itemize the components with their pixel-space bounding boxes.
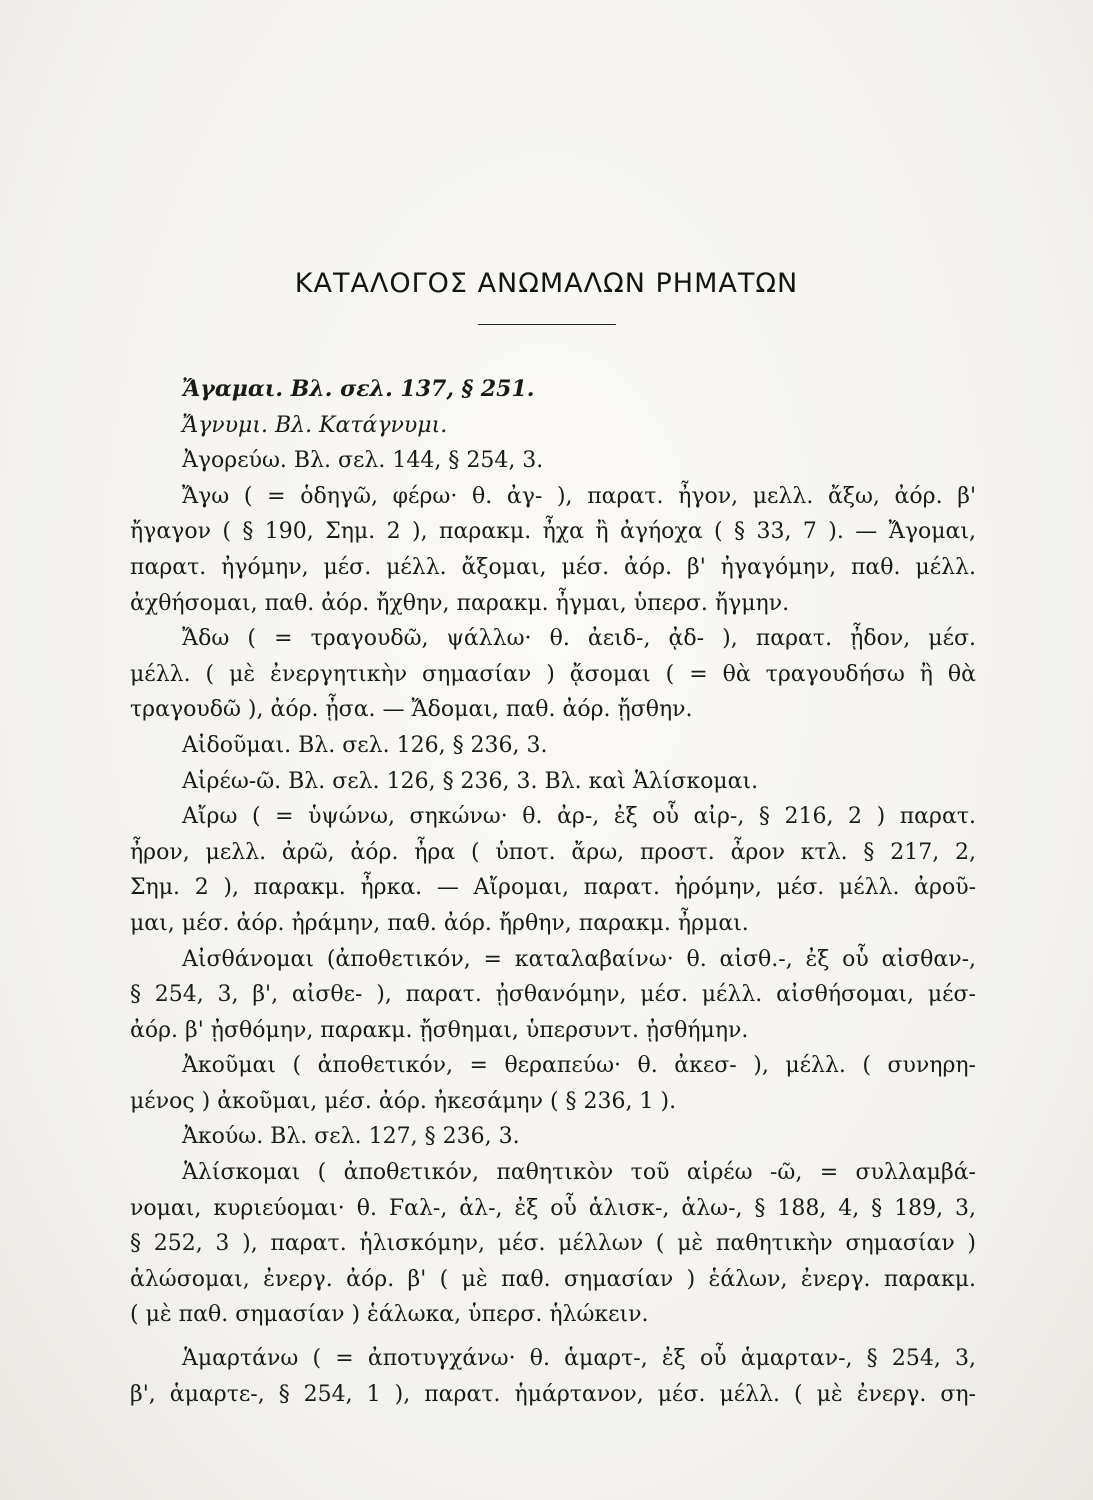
entry-line: τραγουδῶ ), ἀόρ. ᾖσα. — Ἄδομαι, παθ. ἀόρ. ᾔσθην. bbox=[130, 697, 693, 723]
entry-line: Ἀκοῦμαι ( ἀποθετικόν, = θεραπεύω· θ. ἀκεσ- ), μέλλ. ( συνηρη- bbox=[182, 1053, 976, 1079]
entry-line: Ἁμαρτάνω ( = ἀποτυγχάνω· θ. ἁμαρτ-, ἐξ οὗ ἁμαρταν-, § 254, 3, bbox=[182, 1346, 976, 1372]
entry-line: Ἀκούω. Βλ. σελ. 127, § 236, 3. bbox=[182, 1124, 520, 1150]
entry-line: Σημ. 2 ), παρακμ. ἦρκα. — Αἴρομαι, παρατ. ἠρόμην, μέσ. μέλλ. ἀροῦ- bbox=[130, 875, 976, 901]
entry-line: μέλλ. ( μὲ ἐνεργητικὴν σημασίαν ) ᾄσομαι ( = θὰ τραγουδήσω ἢ θὰ bbox=[130, 661, 976, 687]
entry-line: Ἀγορεύω. Βλ. σελ. 144, § 254, 3. bbox=[182, 448, 544, 474]
entry-line: Αἴρω ( = ὑψώνω, σηκώνω· θ. ἀρ-, ἐξ οὗ αἰρ-, § 216, 2 ) παρατ. bbox=[182, 804, 976, 830]
entry-line: Αἰσθάνομαι (ἀποθετικόν, = καταλαβαίνω· θ. αἰσθ.-, ἐξ οὗ αἰσθαν-, bbox=[182, 946, 976, 972]
entry-line: ἁλώσομαι, ἐνεργ. ἀόρ. β' ( μὲ παθ. σημασίαν ) ἑάλων, ἐνεργ. παρακμ. bbox=[130, 1266, 976, 1292]
entry-line: μένος ) ἀκοῦμαι, μέσ. ἀόρ. ἠκεσάμην ( § 236, 1 ). bbox=[130, 1088, 677, 1114]
page-title: ΚΑΤΑΛΟΓΟΣ ΑΝΩΜΑΛΩΝ ΡΗΜΑΤΩΝ bbox=[294, 268, 799, 299]
entry-line: Αἱρέω-ῶ. Βλ. σελ. 126, § 236, 3. Βλ. καὶ Ἁλίσκομαι. bbox=[182, 768, 759, 794]
entry-line: § 254, 3, β', αἰσθε- ), παρατ. ᾐσθανόμην, μέσ. μέλλ. αἰσθήσομαι, μέσ- bbox=[130, 982, 976, 1008]
entry-line: ἦρον, μελλ. ἀρῶ, ἀόρ. ἦρα ( ὑποτ. ἄρω, προστ. ἆρον κτλ. § 217, 2, bbox=[130, 839, 976, 865]
entry-line: ἀόρ. β' ᾐσθόμην, παρακμ. ᾔσθημαι, ὑπερσυντ. ᾐσθήμην. bbox=[130, 1017, 749, 1043]
title-underline bbox=[478, 324, 616, 325]
entry-line: Αἰδοῦμαι. Βλ. σελ. 126, § 236, 3. bbox=[182, 732, 548, 758]
entry-line: β', ἁμαρτε-, § 254, 1 ), παρατ. ἡμάρτανον, μέσ. μέλλ. ( μὲ ἐνεργ. ση- bbox=[130, 1381, 976, 1407]
entry-line: ( μὲ παθ. σημασίαν ) ἑάλωκα, ὑπερσ. ἡλώκειν. bbox=[130, 1302, 649, 1328]
entry-line: νομαι, κυριεύομαι· θ. Ϝαλ-, ἁλ-, ἐξ οὗ ἁλισκ-, ἁλω-, § 188, 4, § 189, 3, bbox=[130, 1195, 976, 1221]
entry-line: § 252, 3 ), παρατ. ἡλισκόμην, μέσ. μέλλων ( μὲ παθητικὴν σημασίαν ) bbox=[130, 1231, 976, 1257]
entry-line: παρατ. ἠγόμην, μέσ. μέλλ. ἄξομαι, μέσ. ἀόρ. β' ἠγαγόμην, παθ. μέλλ. bbox=[130, 554, 976, 580]
verb-list bbox=[130, 372, 976, 1412]
entry-line: ἤγαγον ( § 190, Σημ. 2 ), παρακμ. ἦχα ἢ ἀγήοχα ( § 33, 7 ). — Ἄγομαι, bbox=[130, 519, 976, 545]
entry-line: μαι, μέσ. ἀόρ. ἠράμην, παθ. ἀόρ. ἤρθην, παρακμ. ἦρμαι. bbox=[130, 910, 749, 936]
entry-line: ἀχθήσομαι, παθ. ἀόρ. ἤχθην, παρακμ. ἦγμαι, ὑπερσ. ἤγμην. bbox=[130, 590, 790, 616]
entry-line: Ἁλίσκομαι ( ἀποθετικόν, παθητικὸν τοῦ αἱρέω -ῶ, = συλλαμβά- bbox=[182, 1160, 976, 1186]
entry-line: Ἄγαμαι. Βλ. σελ. 137, § 251. bbox=[182, 376, 535, 402]
entry-line: Ἄγω ( = ὁδηγῶ, φέρω· θ. ἀγ- ), παρατ. ἦγον, μελλ. ἄξω, ἀόρ. β' bbox=[182, 483, 976, 509]
entry-line: Ἄδω ( = τραγουδῶ, ψάλλω· θ. ἀειδ-, ᾀδ- ), παρατ. ᾖδον, μέσ. bbox=[182, 626, 976, 652]
entry-line: Ἄγνυμι. Βλ. Κατάγνυμι. bbox=[182, 412, 448, 438]
